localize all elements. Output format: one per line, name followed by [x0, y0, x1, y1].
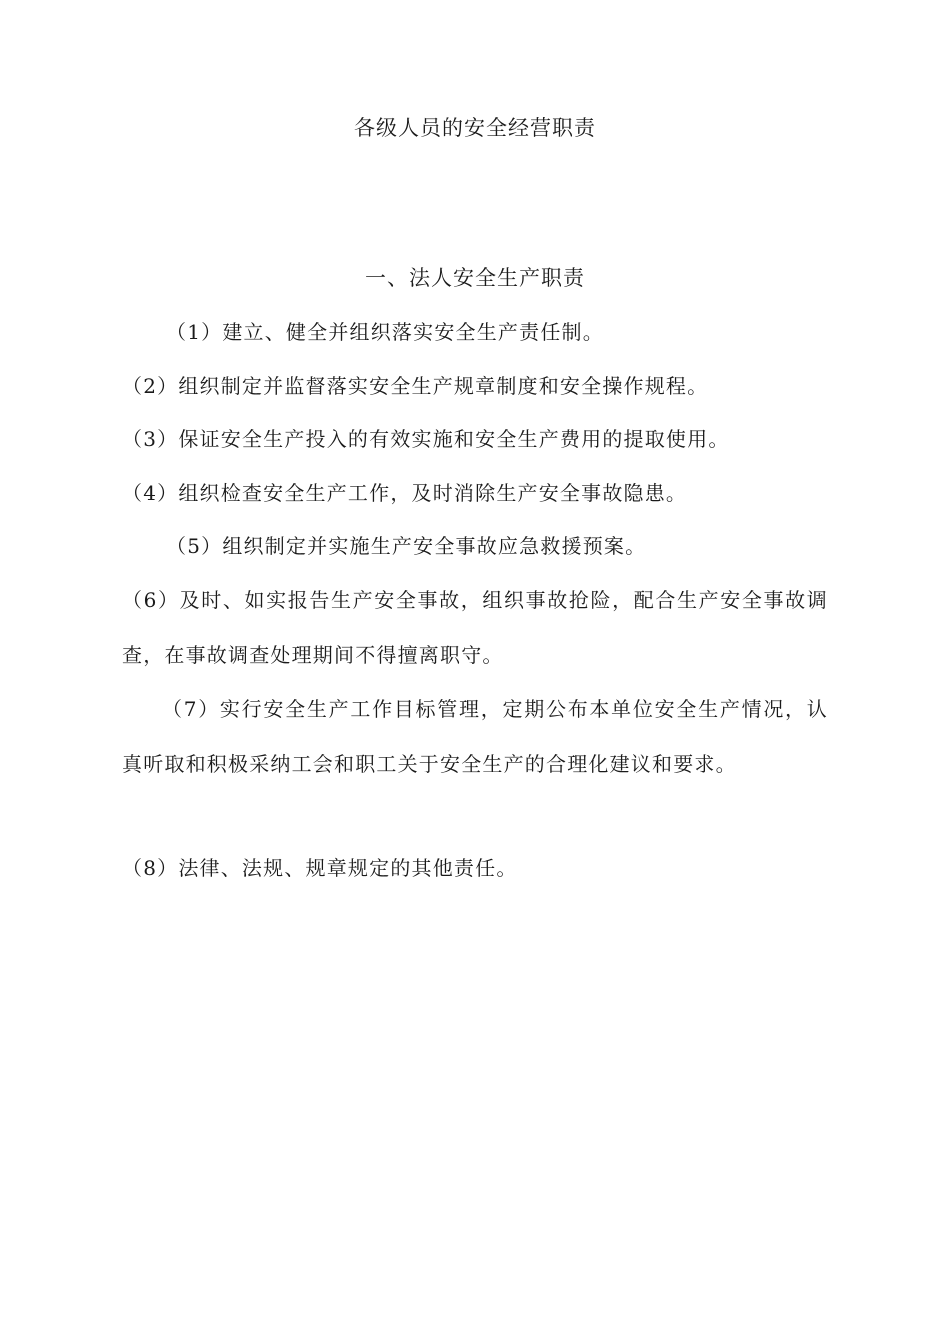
section-heading: 一、法人安全生产职责 [365, 266, 585, 290]
duty-item-6: （6）及时、如实报告生产安全事故，组织事故抢险，配合生产安全事故调查，在事故调查处理期间不得擅离职守。 [122, 588, 828, 667]
duty-item-5: （5）组织制定并实施生产安全事故应急救援预案。 [166, 534, 647, 558]
duty-item-3: （3）保证安全生产投入的有效实施和安全生产费用的提取使用。 [122, 427, 730, 451]
duty-item-4: （4）组织检查安全生产工作，及时消除生产安全事故隐患。 [122, 481, 688, 505]
duty-item-1: （1）建立、健全并组织落实安全生产责任制。 [166, 320, 604, 344]
duty-item-7: （7）实行安全生产工作目标管理，定期公布本单位安全生产情况，认真听取和积极采纳工会和职工关于安全生产的合理化建议和要求。 [122, 697, 828, 776]
duty-item-2: （2）组织制定并监督落实安全生产规章制度和安全操作规程。 [122, 374, 709, 398]
document-title: 各级人员的安全经营职责 [354, 116, 596, 140]
duty-item-8: （8）法律、法规、规章规定的其他责任。 [122, 856, 518, 880]
